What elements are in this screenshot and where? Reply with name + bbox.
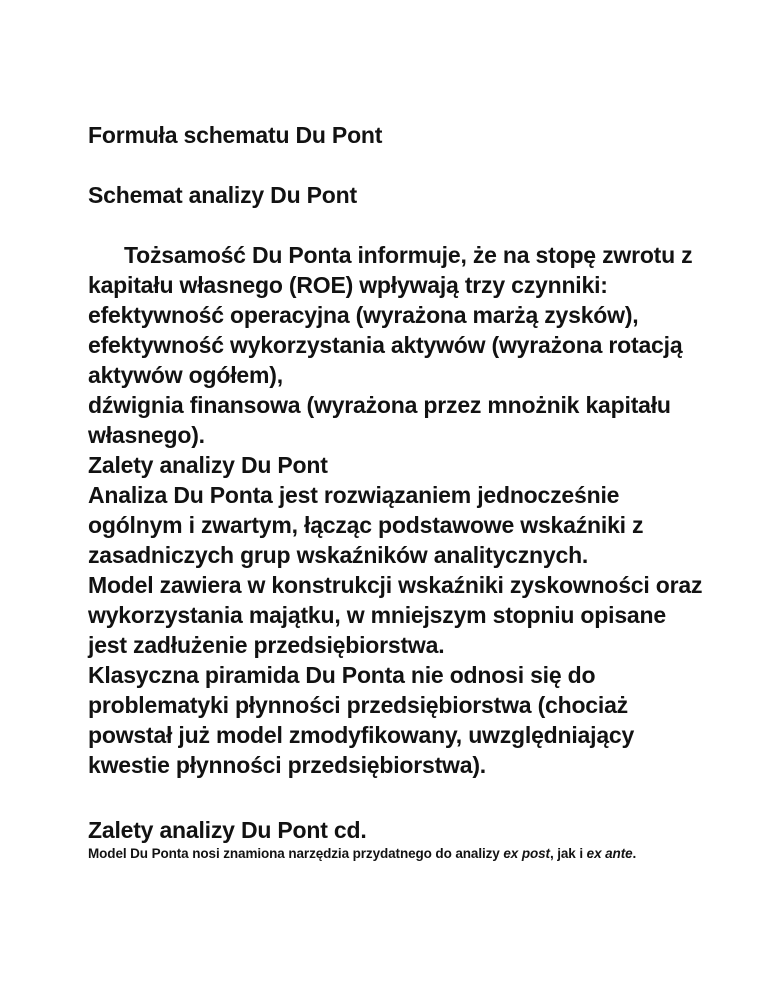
- body-line: problematyki płynności przedsiębiorstwa (chociaż: [88, 692, 628, 718]
- body-line: Tożsamość Du Ponta informuje, że na stopę zwrotu z: [124, 242, 693, 268]
- body-line: Analiza Du Ponta jest rozwiązaniem jednocześnie: [88, 482, 620, 508]
- body-line: kapitału własnego (ROE) wpływają trzy czynniki:: [88, 272, 608, 298]
- continuation-heading: Zalety analizy Du Pont cd.: [88, 817, 367, 843]
- section-heading: Schemat analizy Du Pont: [88, 182, 357, 208]
- footnote-text: , jak i: [549, 846, 587, 861]
- blank-line: [88, 210, 688, 240]
- body-line: jest zadłużenie przedsiębiorstwa.: [88, 632, 445, 658]
- body-line: kwestie płynności przedsiębiorstwa).: [88, 752, 486, 778]
- blank-line: [88, 150, 688, 180]
- document-content: [88, 120, 703, 863]
- footnote-italic-ex-post: ex post: [503, 846, 550, 861]
- body-line: Model zawiera w konstrukcji wskaźniki zyskowności oraz: [88, 572, 703, 598]
- body-paragraphs: [88, 240, 703, 780]
- body-line: Klasyczna piramida Du Ponta nie odnosi się do: [88, 662, 596, 688]
- footnote-text: .: [632, 846, 637, 861]
- body-line: dźwignia finansowa (wyrażona przez mnożnik kapitału: [88, 392, 671, 418]
- footnote-line: [88, 845, 688, 863]
- body-line: zasadniczych grup wskaźników analitycznych.: [88, 542, 589, 568]
- body-line: wykorzystania majątku, w mniejszym stopniu opisane: [88, 602, 666, 628]
- document-title: Formuła schematu Du Pont: [88, 122, 383, 148]
- blank-line: [88, 780, 688, 815]
- body-line: efektywność wykorzystania aktywów (wyrażona rotacją: [88, 332, 683, 358]
- body-line: ogólnym i zwartym, łącząc podstawowe wskaźniki z: [88, 512, 644, 538]
- footnote-text: Model Du Ponta nosi znamiona narzędzia przydatnego do analizy: [88, 846, 504, 861]
- body-line: efektywność operacyjna (wyrażona marżą zysków),: [88, 302, 639, 328]
- body-line: Zalety analizy Du Pont: [88, 452, 328, 478]
- body-line: powstał już model zmodyfikowany, uwzględniający: [88, 722, 635, 748]
- body-line: własnego).: [88, 422, 205, 448]
- footnote-italic-ex-ante: ex ante: [586, 846, 633, 861]
- body-line: aktywów ogółem),: [88, 362, 283, 388]
